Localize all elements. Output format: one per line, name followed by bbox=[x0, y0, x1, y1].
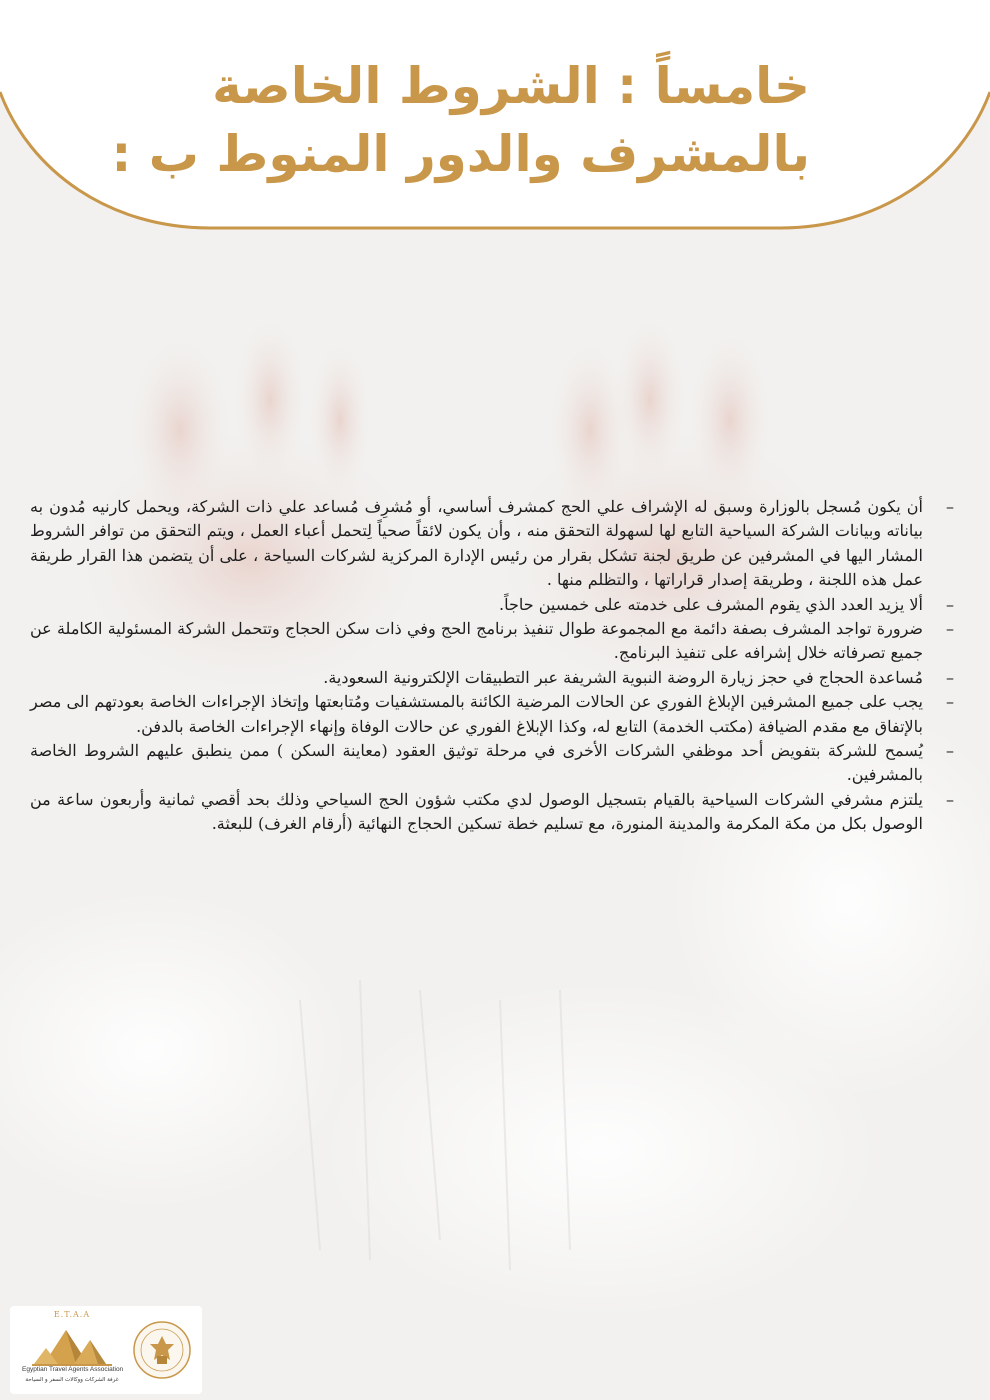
bullet-dash: – bbox=[946, 594, 954, 614]
footer-logos bbox=[10, 1306, 202, 1394]
list-item-text: مُساعدة الحجاج في حجز زيارة الروضة النبوية الشريفة عبر التطبيقات الإلكترونية السعودية. bbox=[323, 667, 923, 687]
bullet-dash: – bbox=[946, 667, 954, 687]
page-title bbox=[110, 52, 810, 188]
etaa-logo bbox=[22, 1310, 122, 1390]
conditions-list bbox=[30, 495, 960, 837]
list-item bbox=[30, 690, 960, 739]
list-item-text: أن يكون مُسجل بالوزارة وسبق له الإشراف علي الحج كمشرف أساسي، أو مُشرِف مُساعد علي ذات الشركة، ويحمل كارنيه مُدون به بياناته وبيانات الشركة السياحية التابع لها لسهولة التحقق منه ، وأن يكون لائقاً صحياً لِتحمل أعباء العمل ، ويتم التحقق من توافر الشروط المشار اليها في المشرفين عن طريق لجنة تشكل بقرار من رئيس الإدارة المركزية لشركات السياحة ، على أن يتضمن هذا القرار طريقة عمل هذه اللجنة ، وطريقة إصدار قراراتها ، والتظلم منها . bbox=[30, 497, 923, 590]
list-item bbox=[30, 495, 960, 593]
list-item bbox=[30, 739, 960, 788]
bullet-dash: – bbox=[946, 741, 954, 761]
list-item bbox=[30, 666, 960, 690]
list-item-text: ألا يزيد العدد الذي يقوم المشرف على خدمته على خمسين حاجاً. bbox=[498, 594, 923, 614]
title-line-1: خامساً : الشروط الخاصة bbox=[212, 57, 810, 115]
bullet-dash: – bbox=[946, 497, 954, 516]
ministry-seal-icon bbox=[132, 1320, 192, 1380]
list-item bbox=[30, 788, 960, 837]
list-item bbox=[30, 617, 960, 666]
bullet-dash: – bbox=[946, 692, 954, 712]
list-item-text: يجب على جميع المشرفين الإبلاغ الفوري عن الحالات المرضية الكائنة بالمستشفيات ومُتابعتها وإتخاذ الإجراءات الخاصة بعودتهم الى مصر بالإتفاق مع مقدم الضيافة (مكتب الخدمة) التابع له، وكذا الإبلاغ الفوري عن حالات الوفاة وإنهاء الإجراءات الخاصة بالدفن. bbox=[30, 692, 923, 736]
list-item-text: يلتزم مشرفي الشركات السياحية بالقيام بتسجيل الوصول لدي مكتب شؤون الحج السياحي وذلك بحد أقصي ثمانية وأربعون ساعة من الوصول بكل من مكة المكرمة والمدينة المنورة، مع تسليم خطة تسكين الحجاج النهائية (أرقام الغرف) للبعثة. bbox=[30, 789, 923, 834]
list-item-text: ضرورة تواجد المشرف بصفة دائمة مع المجموعة طوال تنفيذ برنامج الحج وفي ذات سكن الحجاج وتتحمل الشركة المسئولية الكاملة عن جميع تصرفاته خلال إشرافه على تنفيذ البرنامج. bbox=[30, 619, 923, 663]
list-item bbox=[30, 593, 960, 617]
bullet-dash: – bbox=[946, 789, 954, 809]
list-item-text: يُسمح للشركة بتفويض أحد موظفي الشركات الأخرى في مرحلة توثيق العقود (معاينة السكن ) ممن ينطبق عليهم الشروط الخاصة بالمشرفين. bbox=[30, 741, 923, 785]
etaa-name-ar: غرفة الشركات ووكالات السفر و السياحة bbox=[25, 1377, 119, 1383]
etaa-mark-text: E.T.A.A bbox=[53, 1310, 91, 1319]
bullet-dash: – bbox=[946, 619, 954, 639]
title-line-2: بالمشرف والدور المنوط ب : bbox=[111, 125, 810, 183]
etaa-name-en: Egyptian Travel Agents Association bbox=[22, 1366, 124, 1373]
